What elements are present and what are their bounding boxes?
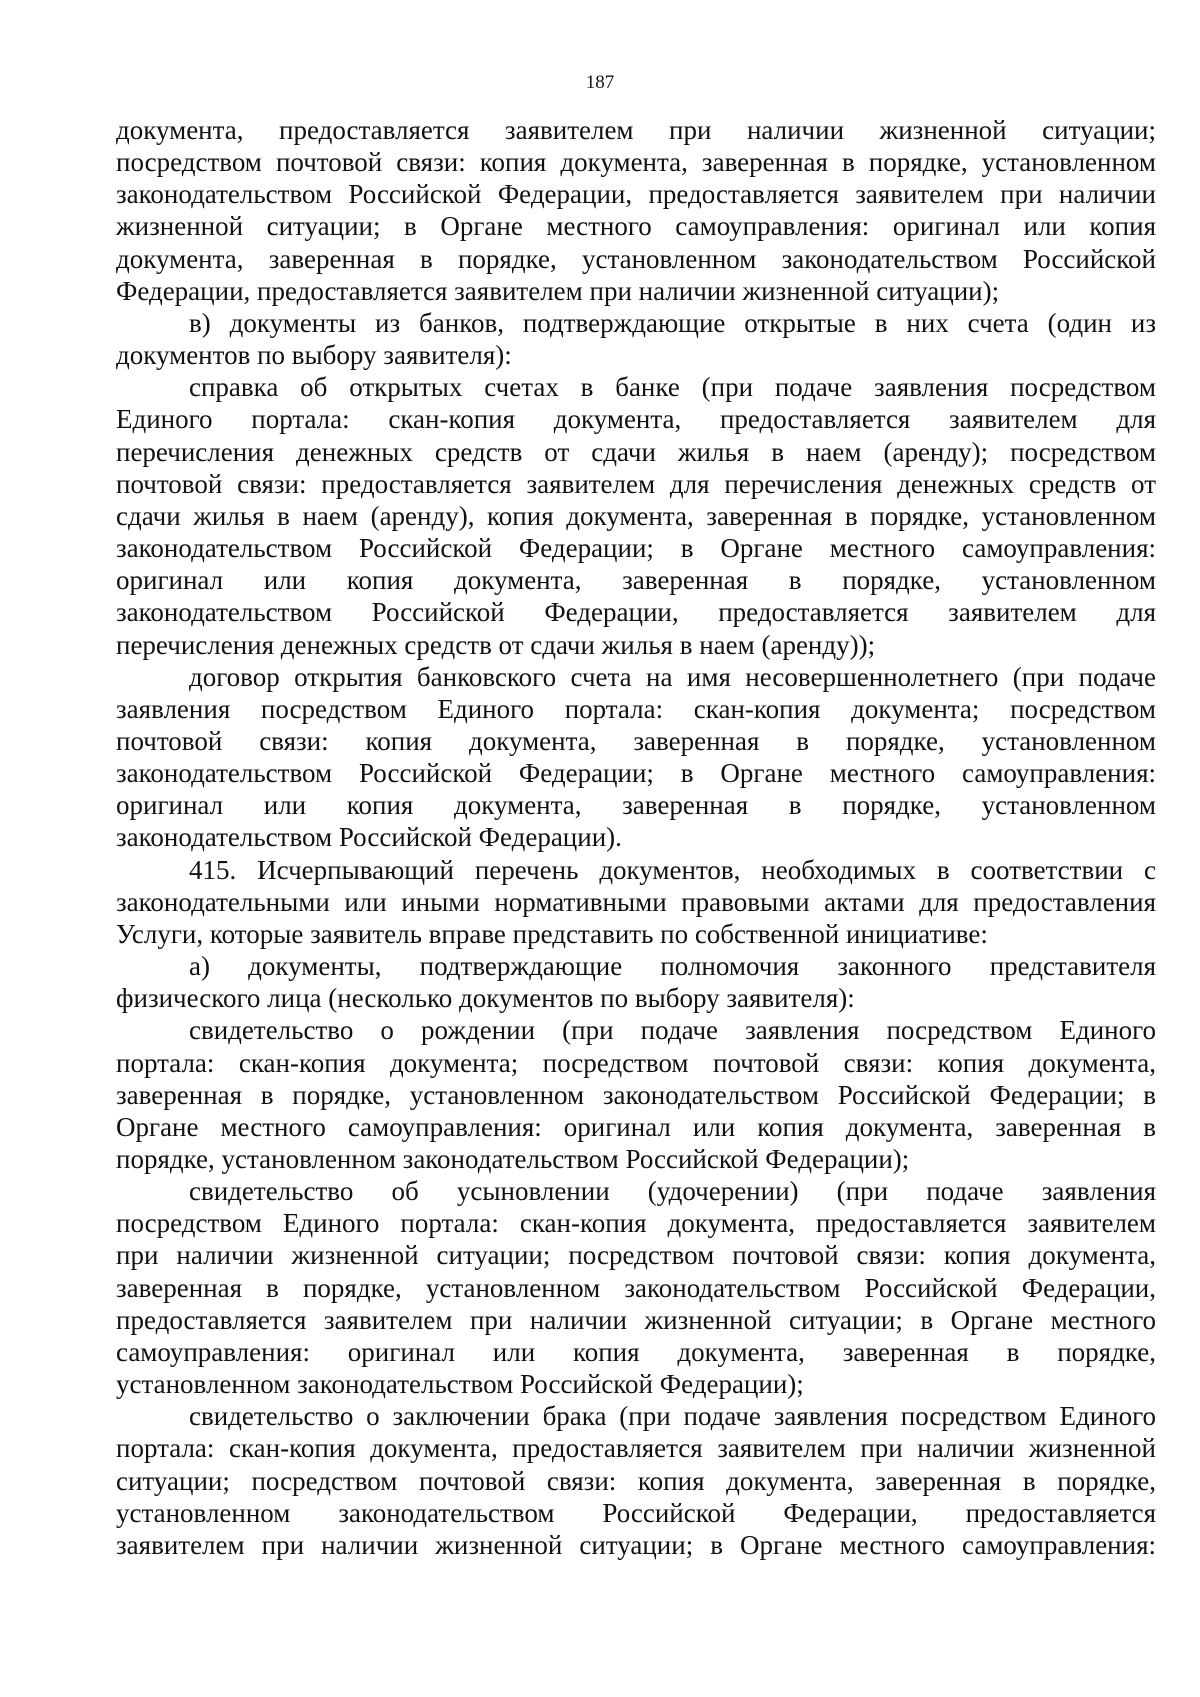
text-line: перечисления денежных средств от сдачи жилья в наем (аренду); посредством	[116, 436, 1156, 467]
text-line: Органе местного самоуправления: оригинал или копия документа, заверенная в	[116, 1111, 1156, 1142]
text-line: самоуправления: оригинал или копия документа, заверенная в порядке,	[116, 1336, 1156, 1367]
text-line: свидетельство об усыновлении (удочерении) (при подаче заявления	[189, 1176, 1156, 1207]
text-line: порядке, установленном законодательством Российской Федерации);	[116, 1144, 910, 1174]
text-line: установленном законодательством Российской Федерации);	[116, 1369, 804, 1400]
text-line: при наличии жизненной ситуации; посредством почтовой связи: копия документа,	[116, 1240, 1156, 1271]
page-number: 187	[585, 72, 615, 93]
text-line: заверенная в порядке, установленном законодательством Российской Федерации; в	[116, 1079, 1156, 1110]
text-line: заявителем при наличии жизненной ситуации; в Органе местного самоуправления:	[116, 1529, 1156, 1560]
text-line: справка об открытых счетах в банке (при подаче заявления посредством	[189, 372, 1156, 403]
text-line: оригинал или копия документа, заверенная в порядке, установленном	[116, 790, 1156, 821]
text-line: заявления посредством Единого портала: скан-копия документа; посредством	[116, 693, 1156, 724]
text-line: Единого портала: скан-копия документа, предоставляется заявителем для	[116, 404, 1156, 435]
text-line: законодательством Российской Федерации; в Органе местного самоуправления:	[116, 533, 1156, 564]
text-line: 415. Исчерпывающий перечень документов, необходимых в соответствии с	[189, 854, 1156, 885]
text-line: документа, предоставляется заявителем при наличии жизненной ситуации;	[116, 115, 1156, 145]
text-line: документов по выбору заявителя):	[116, 340, 512, 371]
text-line: законодательством Российской Федерации, предоставляется заявителем для	[116, 597, 1156, 628]
text-line: ситуации; посредством почтовой связи: копия документа, заверенная в порядке,	[116, 1465, 1156, 1496]
text-line: жизненной ситуации; в Органе местного самоуправления: оригинал или копия	[116, 211, 1156, 242]
text-line: а) документы, подтверждающие полномочия законного представителя	[189, 951, 1156, 982]
text-line: свидетельство о рождении (при подаче заявления посредством Единого	[189, 1015, 1156, 1046]
document-body	[116, 114, 1156, 1561]
text-line: перечисления денежных средств от сдачи жилья в наем (аренду));	[116, 629, 876, 660]
text-line: Услуги, которые заявитель вправе представить по собственной инициативе:	[116, 918, 988, 949]
text-line: физического лица (несколько документов по выбору заявителя):	[116, 983, 855, 1014]
text-line: портала: скан-копия документа, предоставляется заявителем при наличии жизненной	[116, 1433, 1156, 1464]
text-line: свидетельство о заключении брака (при подаче заявления посредством Единого	[189, 1401, 1156, 1432]
text-line: почтовой связи: предоставляется заявителем для перечисления денежных средств от	[116, 468, 1156, 499]
text-line: оригинал или копия документа, заверенная в порядке, установленном	[116, 565, 1156, 596]
text-line: установленном законодательством Российской Федерации, предоставляется	[116, 1497, 1156, 1528]
text-line: предоставляется заявителем при наличии жизненной ситуации; в Органе местного	[116, 1304, 1156, 1335]
text-line: законодательством Российской Федерации, предоставляется заявителем при наличии	[116, 179, 1156, 210]
text-line: законодательством Российской Федерации).	[116, 822, 622, 853]
text-line: в) документы из банков, подтверждающие открытые в них счета (один из	[189, 307, 1156, 338]
text-line: посредством Единого портала: скан-копия документа, предоставляется заявителем	[116, 1208, 1156, 1239]
text-line: заверенная в порядке, установленном законодательством Российской Федерации,	[116, 1272, 1156, 1303]
text-line: законодательными или иными нормативными правовыми актами для предоставления	[116, 886, 1156, 917]
text-line: портала: скан-копия документа; посредством почтовой связи: копия документа,	[116, 1047, 1156, 1078]
text-line: посредством почтовой связи: копия документа, заверенная в порядке, установленном	[116, 147, 1156, 178]
text-line: законодательством Российской Федерации; в Органе местного самоуправления:	[116, 758, 1156, 789]
text-line: сдачи жилья в наем (аренду), копия документа, заверенная в порядке, установленном	[116, 500, 1156, 531]
text-line: Федерации, предоставляется заявителем при наличии жизненной ситуации);	[116, 275, 1000, 306]
text-line: почтовой связи: копия документа, заверенная в порядке, установленном	[116, 725, 1156, 756]
text-line: договор открытия банковского счета на имя несовершеннолетнего (при подаче	[189, 661, 1156, 692]
text-line: документа, заверенная в порядке, установленном законодательством Российской	[116, 243, 1156, 274]
